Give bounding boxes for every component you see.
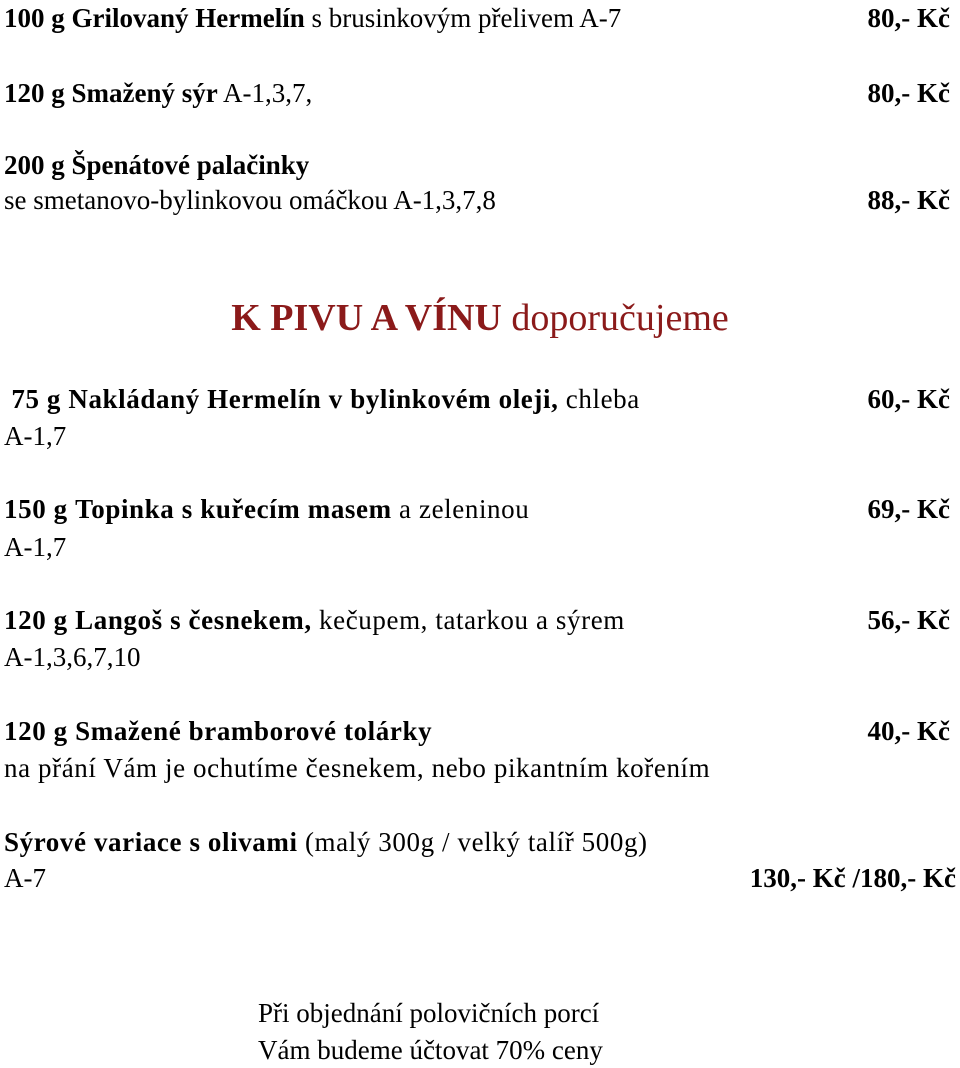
menu-item-potato-chips bbox=[4, 715, 432, 747]
item-name: Topinka s kuřecím masem bbox=[75, 494, 392, 524]
item-allergens: A-1,7 bbox=[4, 532, 67, 562]
item-description: a zeleninou bbox=[391, 494, 530, 524]
item-price: 40,- Kč bbox=[867, 716, 950, 746]
item-name: Špenátové palačinky bbox=[71, 150, 310, 180]
item-name: Nakládaný Hermelín v bylinkovém oleji, bbox=[68, 384, 559, 414]
item-price: 60,- Kč bbox=[867, 384, 950, 414]
item-weight: 100 g bbox=[4, 3, 65, 33]
menu-item-chicken-toast bbox=[4, 493, 529, 525]
item-description: se smetanovo-bylinkovou omáčkou A-1,3,7,8 bbox=[4, 185, 496, 215]
footer-note-line2: Vám budeme účtovat 70% ceny bbox=[258, 1035, 603, 1065]
item-name: Smažený sýr bbox=[71, 78, 218, 108]
menu-item-spinach-pancakes bbox=[4, 149, 309, 181]
item-allergens: A-1,3,7, bbox=[217, 78, 313, 108]
item-description: s brusinkovým přelivem A-7 bbox=[304, 3, 622, 33]
item-allergens: A-1,7 bbox=[4, 421, 67, 451]
heading-rest: doporučujeme bbox=[501, 297, 729, 339]
menu-item-fried-cheese bbox=[4, 77, 312, 109]
item-price: 80,- Kč bbox=[867, 3, 950, 33]
item-price: 88,- Kč bbox=[867, 185, 950, 215]
item-price: 69,- Kč bbox=[867, 494, 950, 524]
item-weight: 75 g bbox=[4, 384, 61, 414]
item-weight: 120 g bbox=[4, 605, 68, 635]
section-heading bbox=[0, 296, 960, 340]
item-price: 80,- Kč bbox=[867, 78, 950, 108]
item-weight: 200 g bbox=[4, 150, 65, 180]
item-name: Smažené bramborové tolárky bbox=[75, 716, 433, 746]
item-name: Langoš s česnekem, bbox=[75, 605, 312, 635]
item-description: na přání Vám je ochutíme česnekem, nebo pikantním kořením bbox=[4, 753, 711, 783]
item-weight: 150 g bbox=[4, 494, 68, 524]
menu-item-pickled-hermelin bbox=[4, 383, 640, 415]
item-allergens: A-1,3,6,7,10 bbox=[4, 642, 141, 672]
heading-bold: K PIVU A VÍNU bbox=[231, 297, 502, 339]
item-description: (malý 300g / velký talíř 500g) bbox=[297, 827, 648, 857]
item-price: 130,- Kč /180,- Kč bbox=[749, 863, 956, 893]
item-description: kečupem, tatarkou a sýrem bbox=[311, 605, 625, 635]
item-name: Sýrové variace s olivami bbox=[4, 827, 298, 857]
item-name: Grilovaný Hermelín bbox=[71, 3, 305, 33]
item-description: chleba bbox=[558, 384, 640, 414]
menu-item-cheese-variations bbox=[4, 826, 648, 858]
menu-item-grilled-hermelin bbox=[4, 2, 621, 34]
menu-item-langos bbox=[4, 604, 625, 636]
item-weight: 120 g bbox=[4, 78, 65, 108]
item-price: 56,- Kč bbox=[867, 605, 950, 635]
item-allergens: A-7 bbox=[4, 863, 46, 893]
footer-note-line1: Při objednání polovičních porcí bbox=[258, 998, 600, 1028]
item-weight: 120 g bbox=[4, 716, 68, 746]
